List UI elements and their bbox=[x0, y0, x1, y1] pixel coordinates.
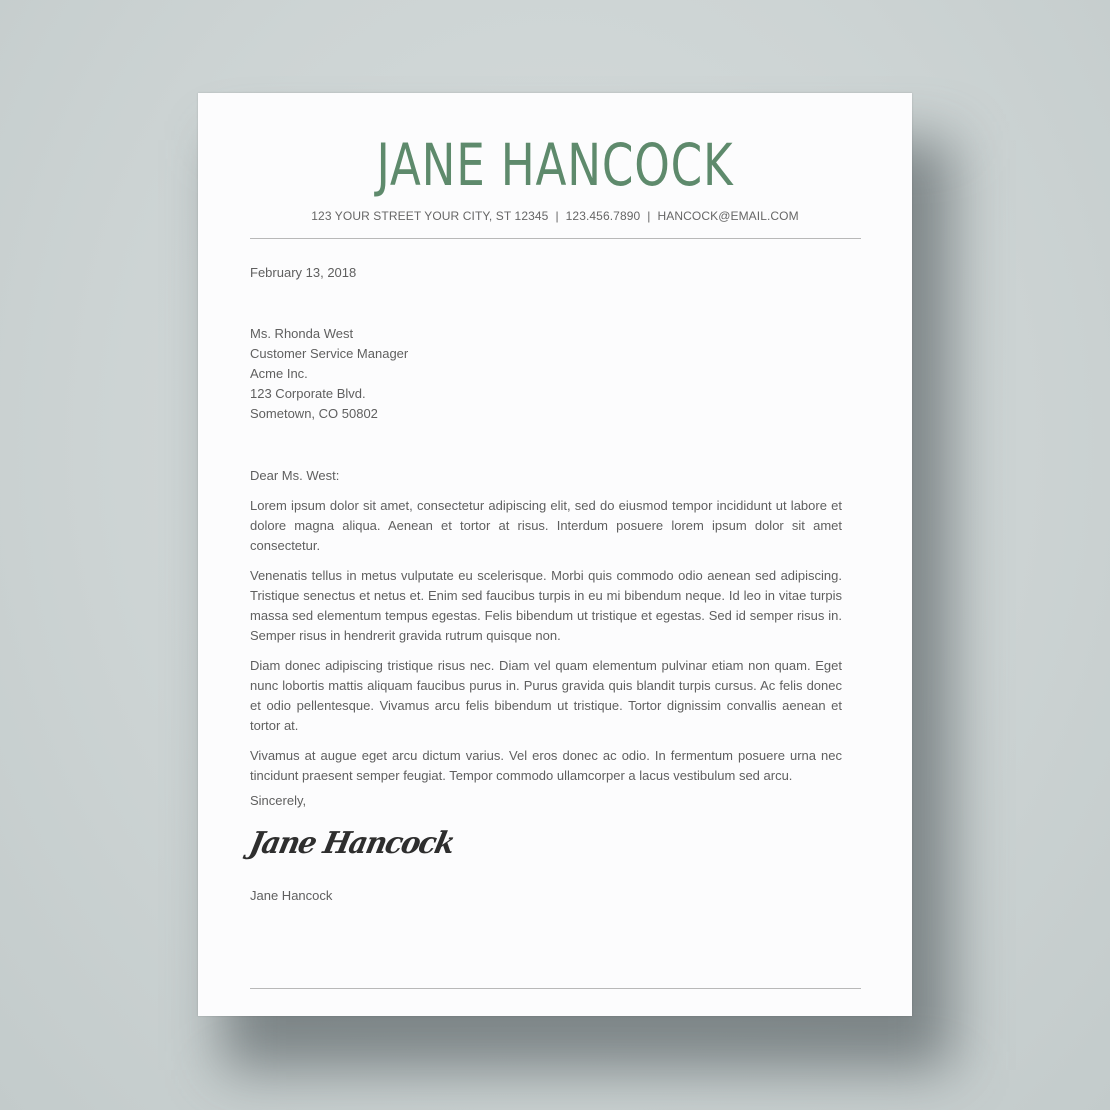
closing: Sincerely, bbox=[250, 793, 307, 808]
header-divider bbox=[250, 238, 861, 239]
letterhead-name: JANE HANCOCK bbox=[376, 131, 734, 199]
contact-separator: | bbox=[555, 209, 559, 223]
contact-separator: | bbox=[647, 209, 651, 223]
salutation: Dear Ms. West: bbox=[250, 468, 340, 483]
contact-email: HANCOCK@EMAIL.COM bbox=[657, 209, 799, 223]
recipient-city: Sometown, CO 50802 bbox=[250, 406, 378, 421]
recipient-company: Acme Inc. bbox=[250, 366, 308, 381]
body-paragraph: Lorem ipsum dolor sit amet, consectetur adipiscing elit, sed do eiusmod tempor incididunt ut labore et dolore magna aliqua. Aenean et tortor at risus. Interdum posuere lorem ipsum dolor sit amet consectetur. bbox=[250, 498, 842, 553]
body-paragraph: Diam donec adipiscing tristique risus nec. Diam vel quam elementum pulvinar etiam non quam. Eget nunc lobortis mattis aliquam faucibus purus in. Purus gravida quis blandit turpis cursus. Ac felis donec et odio pellentesque. Vivamus arcu felis bibendum ut tristique. Tortor dignissim convallis aenean et tortor at. bbox=[250, 658, 842, 733]
contact-phone: 123.456.7890 bbox=[565, 209, 641, 223]
signature: Jane Hancock bbox=[246, 826, 458, 861]
body-paragraph: Venenatis tellus in metus vulputate eu scelerisque. Morbi quis commodo odio aenean sed adipiscing. Tristique senectus et netus et. Enim sed faucibus turpis in eu mi bibendum neque. Id leo in vitae turpis massa sed elementum tempus egestas. Felis bibendum ut tristique et egestas. Sed id semper risus in. Semper risus in hendrerit gravida rutrum quisque non. bbox=[250, 568, 842, 643]
recipient-block bbox=[250, 324, 842, 424]
recipient-street: 123 Corporate Blvd. bbox=[250, 386, 366, 401]
letter-body bbox=[250, 496, 842, 786]
footer-divider bbox=[250, 988, 861, 989]
recipient-title: Customer Service Manager bbox=[250, 346, 409, 361]
signed-name: Jane Hancock bbox=[250, 888, 333, 903]
contact-address: 123 YOUR STREET YOUR CITY, ST 12345 bbox=[311, 209, 549, 223]
recipient-name: Ms. Rhonda West bbox=[250, 326, 354, 341]
letter-date: February 13, 2018 bbox=[250, 265, 357, 280]
body-paragraph: Vivamus at augue eget arcu dictum varius. Vel eros donec ac odio. In fermentum posuere urna nec tincidunt praesent semper feugiat. Tempor commodo ullamcorper a lacus vestibulum sed arcu. bbox=[250, 748, 842, 783]
letterhead-contact bbox=[0, 209, 1110, 223]
